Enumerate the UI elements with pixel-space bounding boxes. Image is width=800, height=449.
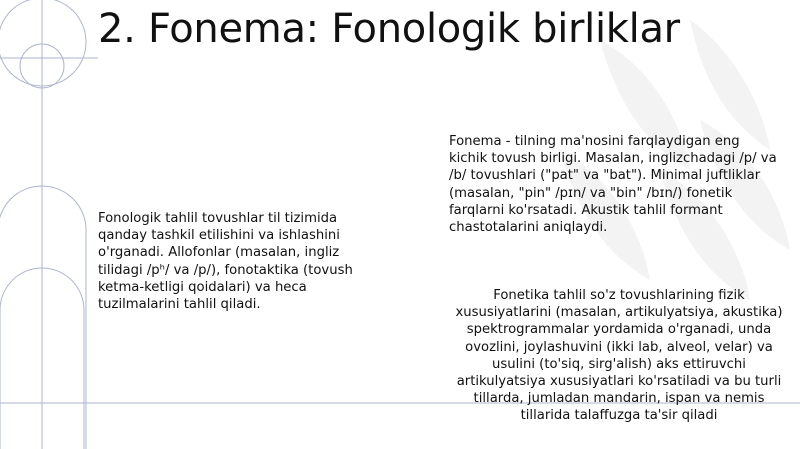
slide-title: 2. Fonema: Fonologik birliklar [98, 6, 680, 52]
left-paragraph: Fonologik tahlil tovushlar til tizimida qanday tashkil etilishini va ishlashini o'rganadi. Allofonlar (masalan, ingliz tilidagi /pʰ/ va /p/), fonotaktika (tovush ketma-ketligi qoidalari) va heca tuzilmalarini tahlil qiladi. [98, 211, 353, 313]
right-bottom-paragraph: Fonetika tahlil so'z tovushlarining fizik xususiyatlarini (masalan, artikulyatsiya, akustika) spektrogrammalar yordamida o'rganadi, unda ovozlini, joylashuvini (ikki lab, alveol, velar) va usulini (to'siq, sirg'alish) aks ettiruvchi artikulyatsiya xususiyatlari ko'rsatiladi va bu turli tillarda, jumladan mandarin, ispan va nemis tillarida talaffuzga ta'sir qiladi [455, 288, 783, 424]
large-circle-top [0, 0, 86, 86]
circle-ornaments [0, 0, 86, 449]
arch-outer [0, 186, 86, 449]
right-top-paragraph: Fonema - tilning ma'nosini farqlaydigan eng kichik tovush birligi. Masalan, inglizchadagi /p/ va /b/ tovushlari ("pat" va "bat"). Minimal juftliklar (masalan, "pin" /pɪn/ va "bin" /bɪn/) fonetik farqlarni ko'rsatadi. Akustik tahlil formant chastotalarini aniqlaydi. [449, 134, 777, 236]
